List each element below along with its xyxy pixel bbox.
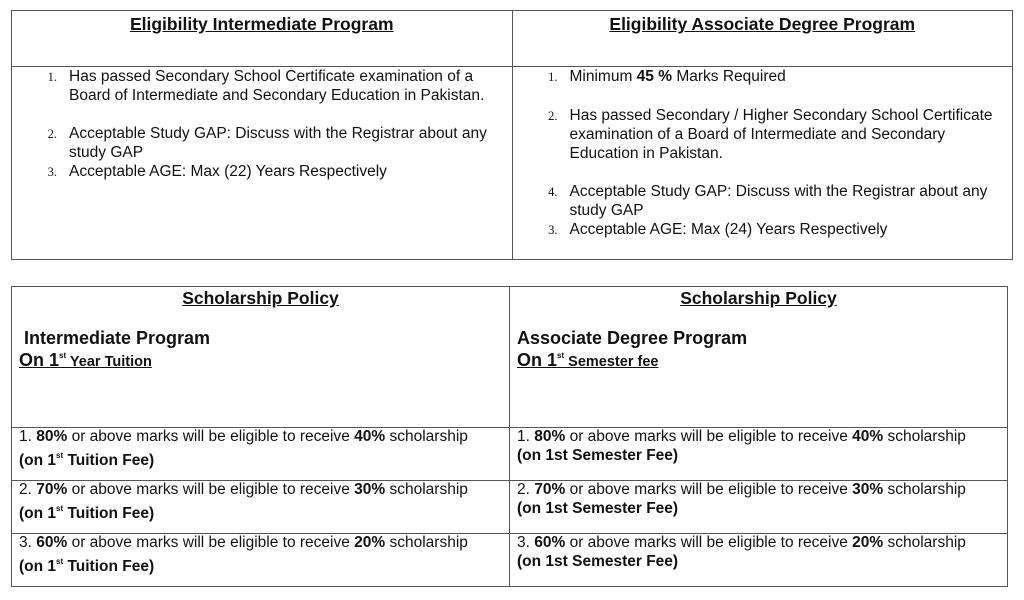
scholarship-rule	[517, 480, 1007, 499]
list-item-text	[570, 67, 1013, 86]
list-item-number: 3.	[548, 223, 558, 237]
scholarship-rule-note	[19, 499, 509, 523]
list-item-number: 1.	[548, 70, 558, 84]
basis-on: On 1	[517, 350, 558, 370]
associate-program-name: Associate Degree Program	[517, 328, 748, 348]
note-sup: st	[56, 557, 64, 566]
scholarship-row	[12, 428, 510, 481]
rule-text: or above marks will be eligible to receive	[565, 481, 853, 498]
scholarship-intermediate-title: Scholarship Policy	[182, 288, 339, 308]
rule-number: 2.	[517, 481, 535, 498]
rule-number: 2.	[19, 481, 37, 498]
min-marks-suffix: Marks Required	[672, 68, 786, 85]
scholarship-rule-note: (on 1st Semester Fee)	[517, 447, 679, 464]
list-item-number: 3.	[47, 165, 57, 179]
eligibility-associate-list-cell	[512, 67, 1013, 260]
rule-percent: 20%	[354, 534, 386, 551]
rule-percent: 40%	[354, 428, 386, 445]
rule-marks: 80%	[36, 428, 68, 445]
scholarship-rule	[19, 427, 509, 446]
list-item-text: Acceptable Study GAP: Discuss with the Registrar about any study GAP	[569, 183, 988, 219]
basis-on: On 1	[19, 350, 60, 370]
basis-sup: st	[557, 351, 565, 360]
list-item	[12, 162, 512, 182]
note-sup: st	[56, 451, 64, 460]
rule-text: or above marks will be eligible to receive	[67, 428, 355, 445]
min-marks-prefix: Minimum	[569, 68, 637, 85]
scholarship-row	[510, 534, 1008, 587]
list-item-text: Acceptable Study GAP: Discuss with the Registrar about any study GAP	[69, 125, 487, 161]
rule-percent: 30%	[852, 481, 884, 498]
scholarship-row	[510, 428, 1008, 481]
basis-sup: st	[59, 351, 67, 360]
note-b: Tuition Fee)	[63, 505, 155, 522]
rule-text: or above marks will be eligible to receive	[67, 534, 355, 551]
eligibility-intermediate-header	[12, 11, 513, 67]
list-spacer	[12, 105, 512, 124]
rule-end: scholarship	[883, 534, 966, 551]
list-item-text: Has passed Secondary School Certificate examination of a Board of Intermediate and Secondary Education in Pakistan.	[69, 68, 485, 104]
list-item-text: Has passed Secondary / Higher Secondary School Certificate examination of a Board of Intermediate and Secondary Education in Pakistan.	[569, 107, 993, 162]
list-item	[513, 182, 1013, 220]
note-b: Tuition Fee)	[63, 452, 155, 469]
rule-end: scholarship	[385, 534, 468, 551]
rule-number: 3.	[19, 534, 37, 551]
scholarship-rule	[19, 533, 509, 552]
rule-marks: 60%	[36, 534, 68, 551]
basis-rest: Semester fee	[564, 354, 659, 370]
scholarship-row	[510, 481, 1008, 534]
note-a: (on 1	[19, 452, 57, 469]
eligibility-table	[11, 10, 1013, 260]
list-item	[513, 106, 1013, 163]
rule-text: or above marks will be eligible to receive	[565, 534, 853, 551]
list-spacer	[513, 87, 1013, 106]
scholarship-associate-header	[510, 287, 1008, 428]
rule-marks: 80%	[534, 428, 566, 445]
rule-marks: 60%	[534, 534, 566, 551]
rule-text: or above marks will be eligible to receive	[565, 428, 853, 445]
eligibility-associate-list	[513, 67, 1013, 240]
list-item	[12, 124, 512, 162]
rule-number: 1.	[19, 428, 37, 445]
eligibility-intermediate-list	[12, 67, 512, 182]
rule-end: scholarship	[385, 481, 468, 498]
list-item	[513, 67, 1013, 87]
rule-percent: 20%	[852, 534, 884, 551]
list-item	[12, 67, 512, 105]
rule-percent: 30%	[354, 481, 386, 498]
note-a: (on 1	[19, 558, 57, 575]
rule-end: scholarship	[385, 428, 468, 445]
list-item-number: 4.	[548, 185, 558, 199]
eligibility-intermediate-title: Eligibility Intermediate Program	[129, 14, 394, 34]
scholarship-associate-title: Scholarship Policy	[680, 288, 837, 308]
scholarship-row	[12, 534, 510, 587]
scholarship-rule	[517, 427, 1007, 446]
rule-text: or above marks will be eligible to receive	[67, 481, 355, 498]
scholarship-row	[12, 481, 510, 534]
scholarship-rule-note: (on 1st Semester Fee)	[517, 500, 679, 517]
list-item-text: Acceptable AGE: Max (24) Years Respectively	[569, 221, 888, 238]
intermediate-program-basis	[12, 350, 509, 371]
rule-end: scholarship	[883, 481, 966, 498]
rule-marks: 70%	[534, 481, 566, 498]
scholarship-rule-note	[19, 446, 509, 470]
scholarship-rule	[19, 480, 509, 499]
list-item-text: Acceptable AGE: Max (22) Years Respectively	[69, 163, 387, 180]
rule-number: 1.	[517, 428, 535, 445]
scholarship-table	[11, 286, 1008, 587]
associate-program-basis	[510, 350, 1007, 371]
eligibility-intermediate-list-cell	[12, 67, 513, 260]
rule-marks: 70%	[36, 481, 68, 498]
list-item	[513, 220, 1013, 240]
list-item-number: 2.	[548, 109, 558, 123]
scholarship-rule-note: (on 1st Semester Fee)	[517, 553, 679, 570]
list-item-number: 1.	[47, 70, 57, 84]
rule-number: 3.	[517, 534, 535, 551]
note-a: (on 1	[19, 505, 57, 522]
intermediate-program-name: Intermediate Program	[24, 328, 211, 348]
min-marks-value: 45 %	[636, 68, 673, 85]
eligibility-associate-header	[512, 11, 1013, 67]
eligibility-associate-title: Eligibility Associate Degree Program	[609, 14, 916, 34]
rule-percent: 40%	[852, 428, 884, 445]
list-item-number: 2.	[47, 127, 57, 141]
scholarship-intermediate-header	[12, 287, 510, 428]
list-spacer	[513, 163, 1013, 182]
note-sup: st	[56, 504, 64, 513]
basis-rest: Year Tuition	[66, 354, 152, 370]
rule-end: scholarship	[883, 428, 966, 445]
scholarship-rule-note	[19, 552, 509, 576]
note-b: Tuition Fee)	[63, 558, 155, 575]
scholarship-rule	[517, 533, 1007, 552]
